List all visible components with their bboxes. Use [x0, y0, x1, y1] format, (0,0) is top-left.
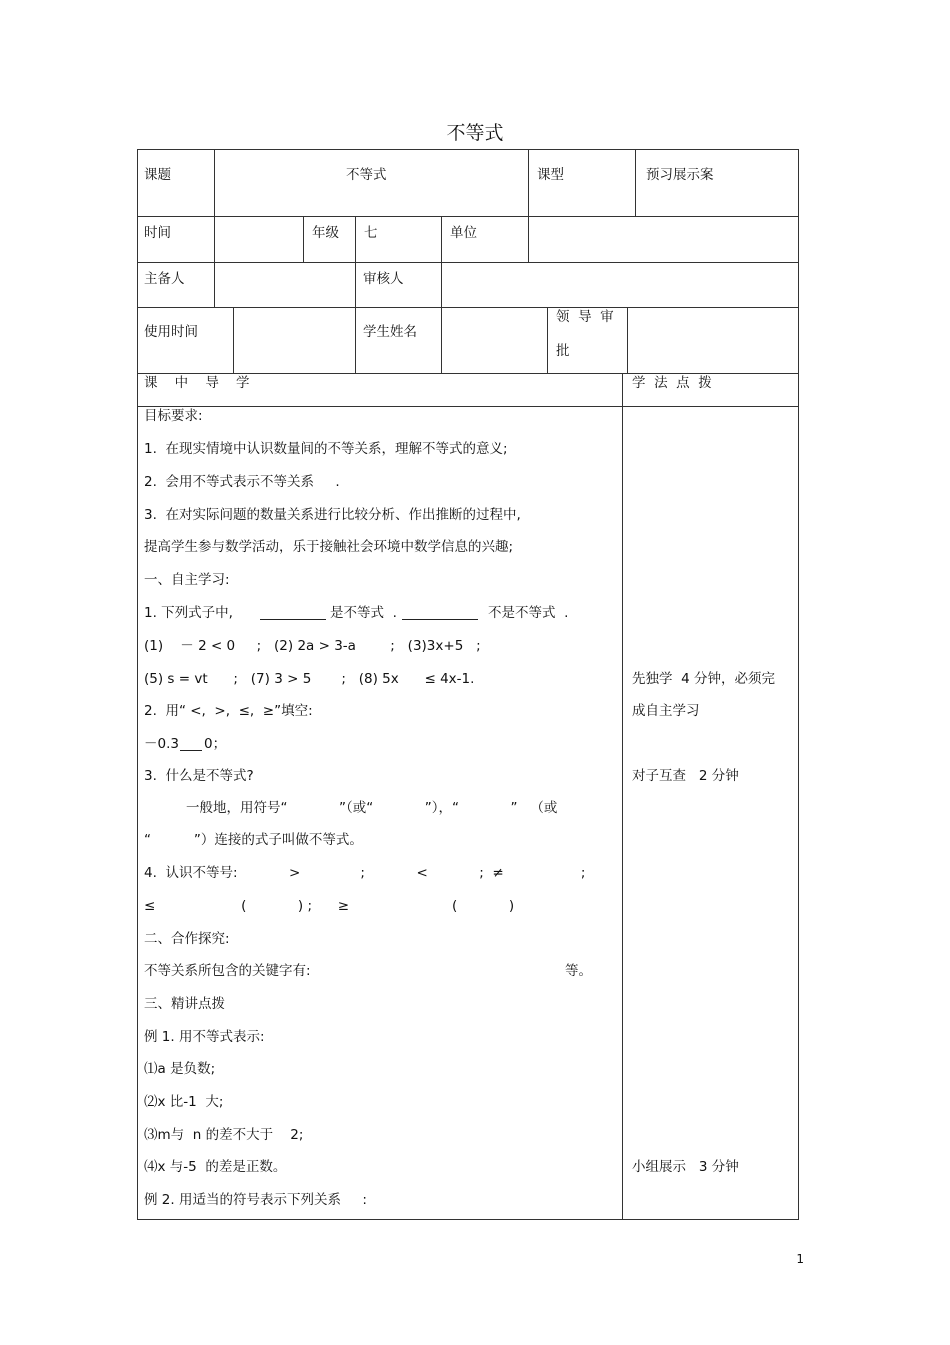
- example-1-item-2: ⑵x 比-1 大;: [144, 1094, 224, 1110]
- question-2: 2. 用“ <, >, ≤, ≥”填空:: [144, 703, 313, 719]
- topic-label: 课题: [144, 167, 171, 183]
- goal-item-1: 1. 在现实情境中认识数量间的不等关系，理解不等式的意义;: [144, 441, 508, 457]
- question-1-prefix: 1. 下列式子中,: [144, 605, 233, 621]
- use-time-label: 使用时间: [144, 324, 198, 340]
- question-1-items-row-1: (1) － 2 < 0 ; (2) 2a > 3-a ; (3)3x+5 ;: [144, 638, 481, 654]
- goal-heading: 目标要求:: [144, 408, 203, 424]
- question-4-line-1: 4. 认识不等号: > ; < ; ≠ ;: [144, 865, 586, 881]
- reviewer-label: 审核人: [363, 271, 404, 287]
- tip-self-study-line-1: 先独学 4 分钟，必须完: [632, 671, 775, 687]
- goal-item-3: 3. 在对实际问题的数量关系进行比较分析、作出推断的过程中,: [144, 507, 521, 523]
- time-label: 时间: [144, 225, 171, 241]
- lesson-type-value: 预习展示案: [646, 167, 714, 183]
- goal-item-2: 2. 会用不等式表示不等关系 .: [144, 474, 340, 490]
- lesson-type-label: 课型: [537, 167, 564, 183]
- tips-column-header: 学 法 点 拨: [632, 375, 712, 391]
- example-1-item-4: ⑷x 与-5 的差是正数。: [144, 1159, 287, 1175]
- unit-label: 单位: [450, 225, 477, 241]
- section-cooperative: 二、合作探究:: [144, 931, 230, 947]
- document-title: 不等式: [446, 122, 504, 144]
- question-3-line-2: “ ”）连接的式子叫做不等式。: [144, 832, 363, 848]
- answer-blank[interactable]: [260, 619, 326, 620]
- goal-item-3-cont: 提高学生参与数学活动，乐于接触社会环境中数学信息的兴趣;: [144, 539, 514, 555]
- question-2-expr-right: 0；: [204, 736, 227, 752]
- preparer-label: 主备人: [144, 271, 185, 287]
- grade-label: 年级: [312, 225, 339, 241]
- section-explanation: 三、精讲点拨: [144, 996, 225, 1012]
- example-2: 例 2. 用适当的符号表示下列关系 :: [144, 1192, 367, 1208]
- question-1-middle: 是不等式 .: [330, 605, 397, 621]
- question-4-line-2: ≤ ( ) ; ≥ ( ): [144, 898, 515, 914]
- answer-blank[interactable]: [402, 619, 478, 620]
- tip-group-display: 小组展示 3 分钟: [632, 1159, 739, 1175]
- keywords-prompt: 不等关系所包含的关键字有:: [144, 963, 311, 979]
- leader-approval-label: 领 导 审: [556, 309, 614, 325]
- question-1-suffix: 不是不等式 .: [488, 605, 569, 621]
- question-3: 3. 什么是不等式?: [144, 768, 254, 784]
- question-2-expr-left: －0.3: [144, 736, 179, 752]
- guide-column-header: 课 中 导 学: [144, 375, 250, 391]
- example-1: 例 1. 用不等式表示:: [144, 1029, 265, 1045]
- question-1-items-row-2: (5) s = vt ; (7) 3 > 5 ; (8) 5x ≤ 4x-1.: [144, 671, 475, 687]
- grade-value: 七: [364, 225, 378, 241]
- topic-value: 不等式: [346, 167, 387, 183]
- page-number: 1: [796, 1252, 804, 1266]
- keywords-suffix: 等。: [565, 963, 592, 979]
- tip-pair-check: 对子互查 2 分钟: [632, 768, 739, 784]
- tip-self-study-line-2: 成自主学习: [632, 703, 700, 719]
- example-1-item-3: ⑶m与 n 的差不大于 2;: [144, 1127, 304, 1143]
- answer-blank[interactable]: [180, 750, 202, 751]
- question-3-line-1: 一般地，用符号“ ”（或“ ”），“ ” （或: [186, 800, 558, 816]
- leader-approval-label-2: 批: [556, 343, 570, 359]
- student-name-label: 学生姓名: [363, 324, 417, 340]
- example-1-item-1: ⑴a 是负数;: [144, 1061, 216, 1077]
- section-self-study: 一、自主学习:: [144, 572, 230, 588]
